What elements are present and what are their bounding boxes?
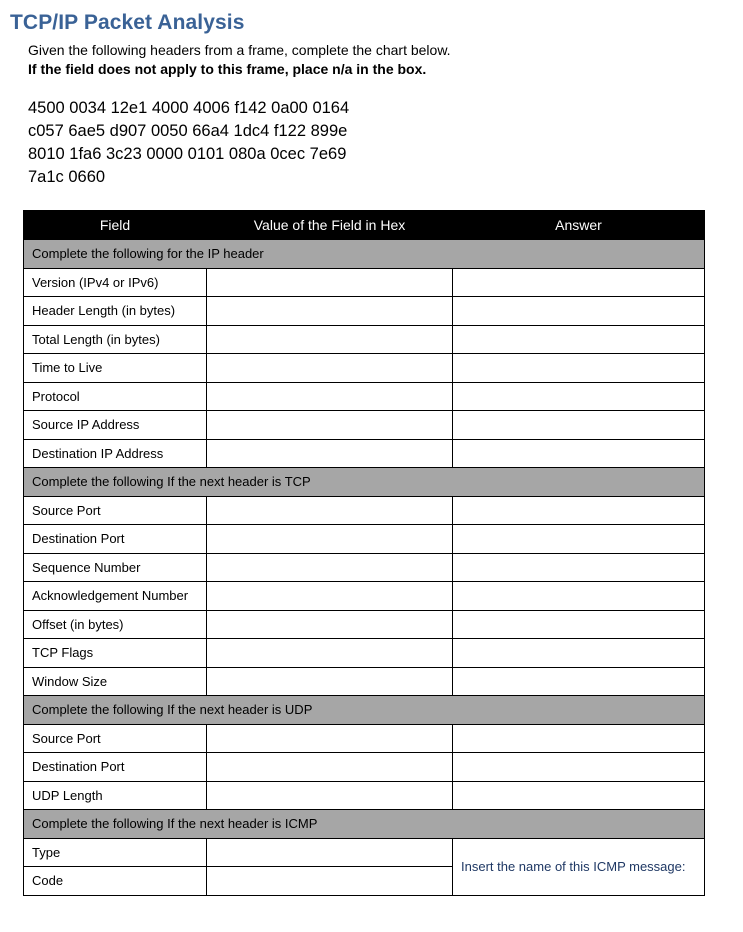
answer-cell[interactable] <box>453 268 705 297</box>
answer-cell[interactable] <box>453 354 705 383</box>
table-row <box>24 639 705 668</box>
field-label: Window Size <box>24 667 207 696</box>
hex-value-cell[interactable] <box>207 781 453 810</box>
table-row <box>24 496 705 525</box>
hex-value-cell[interactable] <box>207 268 453 297</box>
hex-value-cell[interactable] <box>207 382 453 411</box>
field-label: Total Length (in bytes) <box>24 325 207 354</box>
field-label: Source IP Address <box>24 411 207 440</box>
answer-cell[interactable] <box>453 297 705 326</box>
field-label: Acknowledgement Number <box>24 582 207 611</box>
hex-value-cell[interactable] <box>207 325 453 354</box>
hex-value-cell[interactable] <box>207 496 453 525</box>
column-header-hex: Value of the Field in Hex <box>207 211 453 240</box>
answer-cell[interactable] <box>453 724 705 753</box>
field-label: Code <box>24 867 207 896</box>
field-label: Protocol <box>24 382 207 411</box>
hex-value-cell[interactable] <box>207 297 453 326</box>
table-row <box>24 838 705 867</box>
instructions <box>28 41 451 79</box>
packet-analysis-table <box>23 210 705 896</box>
table-row <box>24 297 705 326</box>
hex-value-cell[interactable] <box>207 553 453 582</box>
column-header-field: Field <box>24 211 207 240</box>
hex-value-cell[interactable] <box>207 525 453 554</box>
table-row <box>24 753 705 782</box>
field-label: Version (IPv4 or IPv6) <box>24 268 207 297</box>
column-header-answer: Answer <box>453 211 705 240</box>
answer-cell[interactable] <box>453 610 705 639</box>
table-row <box>24 724 705 753</box>
table-row <box>24 411 705 440</box>
field-label: UDP Length <box>24 781 207 810</box>
hex-line: 7a1c 0660 <box>28 168 106 186</box>
field-label: Sequence Number <box>24 553 207 582</box>
hex-value-cell[interactable] <box>207 753 453 782</box>
hex-value-cell[interactable] <box>207 439 453 468</box>
hex-value-cell[interactable] <box>207 582 453 611</box>
instruction-line: Given the following headers from a frame, complete the chart below. <box>28 42 451 58</box>
section-label: Complete the following If the next header is UDP <box>24 696 705 725</box>
table-row <box>24 325 705 354</box>
field-label: Destination IP Address <box>24 439 207 468</box>
section-row-icmp <box>24 810 705 839</box>
answer-cell[interactable] <box>453 411 705 440</box>
section-row-ip <box>24 240 705 269</box>
table-row <box>24 610 705 639</box>
hex-value-cell[interactable] <box>207 838 453 867</box>
table-row <box>24 354 705 383</box>
section-row-udp <box>24 696 705 725</box>
field-label: Offset (in bytes) <box>24 610 207 639</box>
hex-value-cell[interactable] <box>207 639 453 668</box>
section-row-tcp <box>24 468 705 497</box>
hex-line: 8010 1fa6 3c23 0000 0101 080a 0cec 7e69 <box>28 145 347 163</box>
field-label: Type <box>24 838 207 867</box>
section-label: Complete the following If the next header is TCP <box>24 468 705 497</box>
table-row <box>24 439 705 468</box>
table-row <box>24 781 705 810</box>
table-row <box>24 553 705 582</box>
table-row <box>24 582 705 611</box>
field-label: Destination Port <box>24 525 207 554</box>
table-row <box>24 382 705 411</box>
hex-value-cell[interactable] <box>207 667 453 696</box>
answer-cell[interactable] <box>453 382 705 411</box>
answer-cell[interactable] <box>453 639 705 668</box>
hex-line: c057 6ae5 d907 0050 66a4 1dc4 f122 899e <box>28 122 348 140</box>
field-label: Time to Live <box>24 354 207 383</box>
answer-cell[interactable] <box>453 753 705 782</box>
field-label: Source Port <box>24 496 207 525</box>
section-label: Complete the following for the IP header <box>24 240 705 269</box>
answer-cell[interactable] <box>453 439 705 468</box>
section-label: Complete the following If the next header is ICMP <box>24 810 705 839</box>
hex-dump <box>28 97 349 189</box>
hex-value-cell[interactable] <box>207 610 453 639</box>
hex-value-cell[interactable] <box>207 724 453 753</box>
table-header-row <box>24 211 705 240</box>
field-label: Source Port <box>24 724 207 753</box>
field-label: Header Length (in bytes) <box>24 297 207 326</box>
page-title: TCP/IP Packet Analysis <box>10 11 245 34</box>
answer-cell[interactable] <box>453 525 705 554</box>
table-row <box>24 667 705 696</box>
answer-cell[interactable] <box>453 325 705 354</box>
icmp-message-prompt: Insert the name of this ICMP message: <box>461 859 686 874</box>
hex-value-cell[interactable] <box>207 411 453 440</box>
hex-value-cell[interactable] <box>207 354 453 383</box>
field-label: Destination Port <box>24 753 207 782</box>
answer-cell[interactable] <box>453 667 705 696</box>
table-row <box>24 268 705 297</box>
instruction-note: If the field does not apply to this frame, place n/a in the box. <box>28 61 427 77</box>
answer-cell[interactable] <box>453 553 705 582</box>
field-label: TCP Flags <box>24 639 207 668</box>
icmp-message-name-cell[interactable] <box>453 838 705 895</box>
hex-line: 4500 0034 12e1 4000 4006 f142 0a00 0164 <box>28 99 350 117</box>
answer-cell[interactable] <box>453 781 705 810</box>
answer-cell[interactable] <box>453 582 705 611</box>
hex-value-cell[interactable] <box>207 867 453 896</box>
table-row <box>24 525 705 554</box>
answer-cell[interactable] <box>453 496 705 525</box>
